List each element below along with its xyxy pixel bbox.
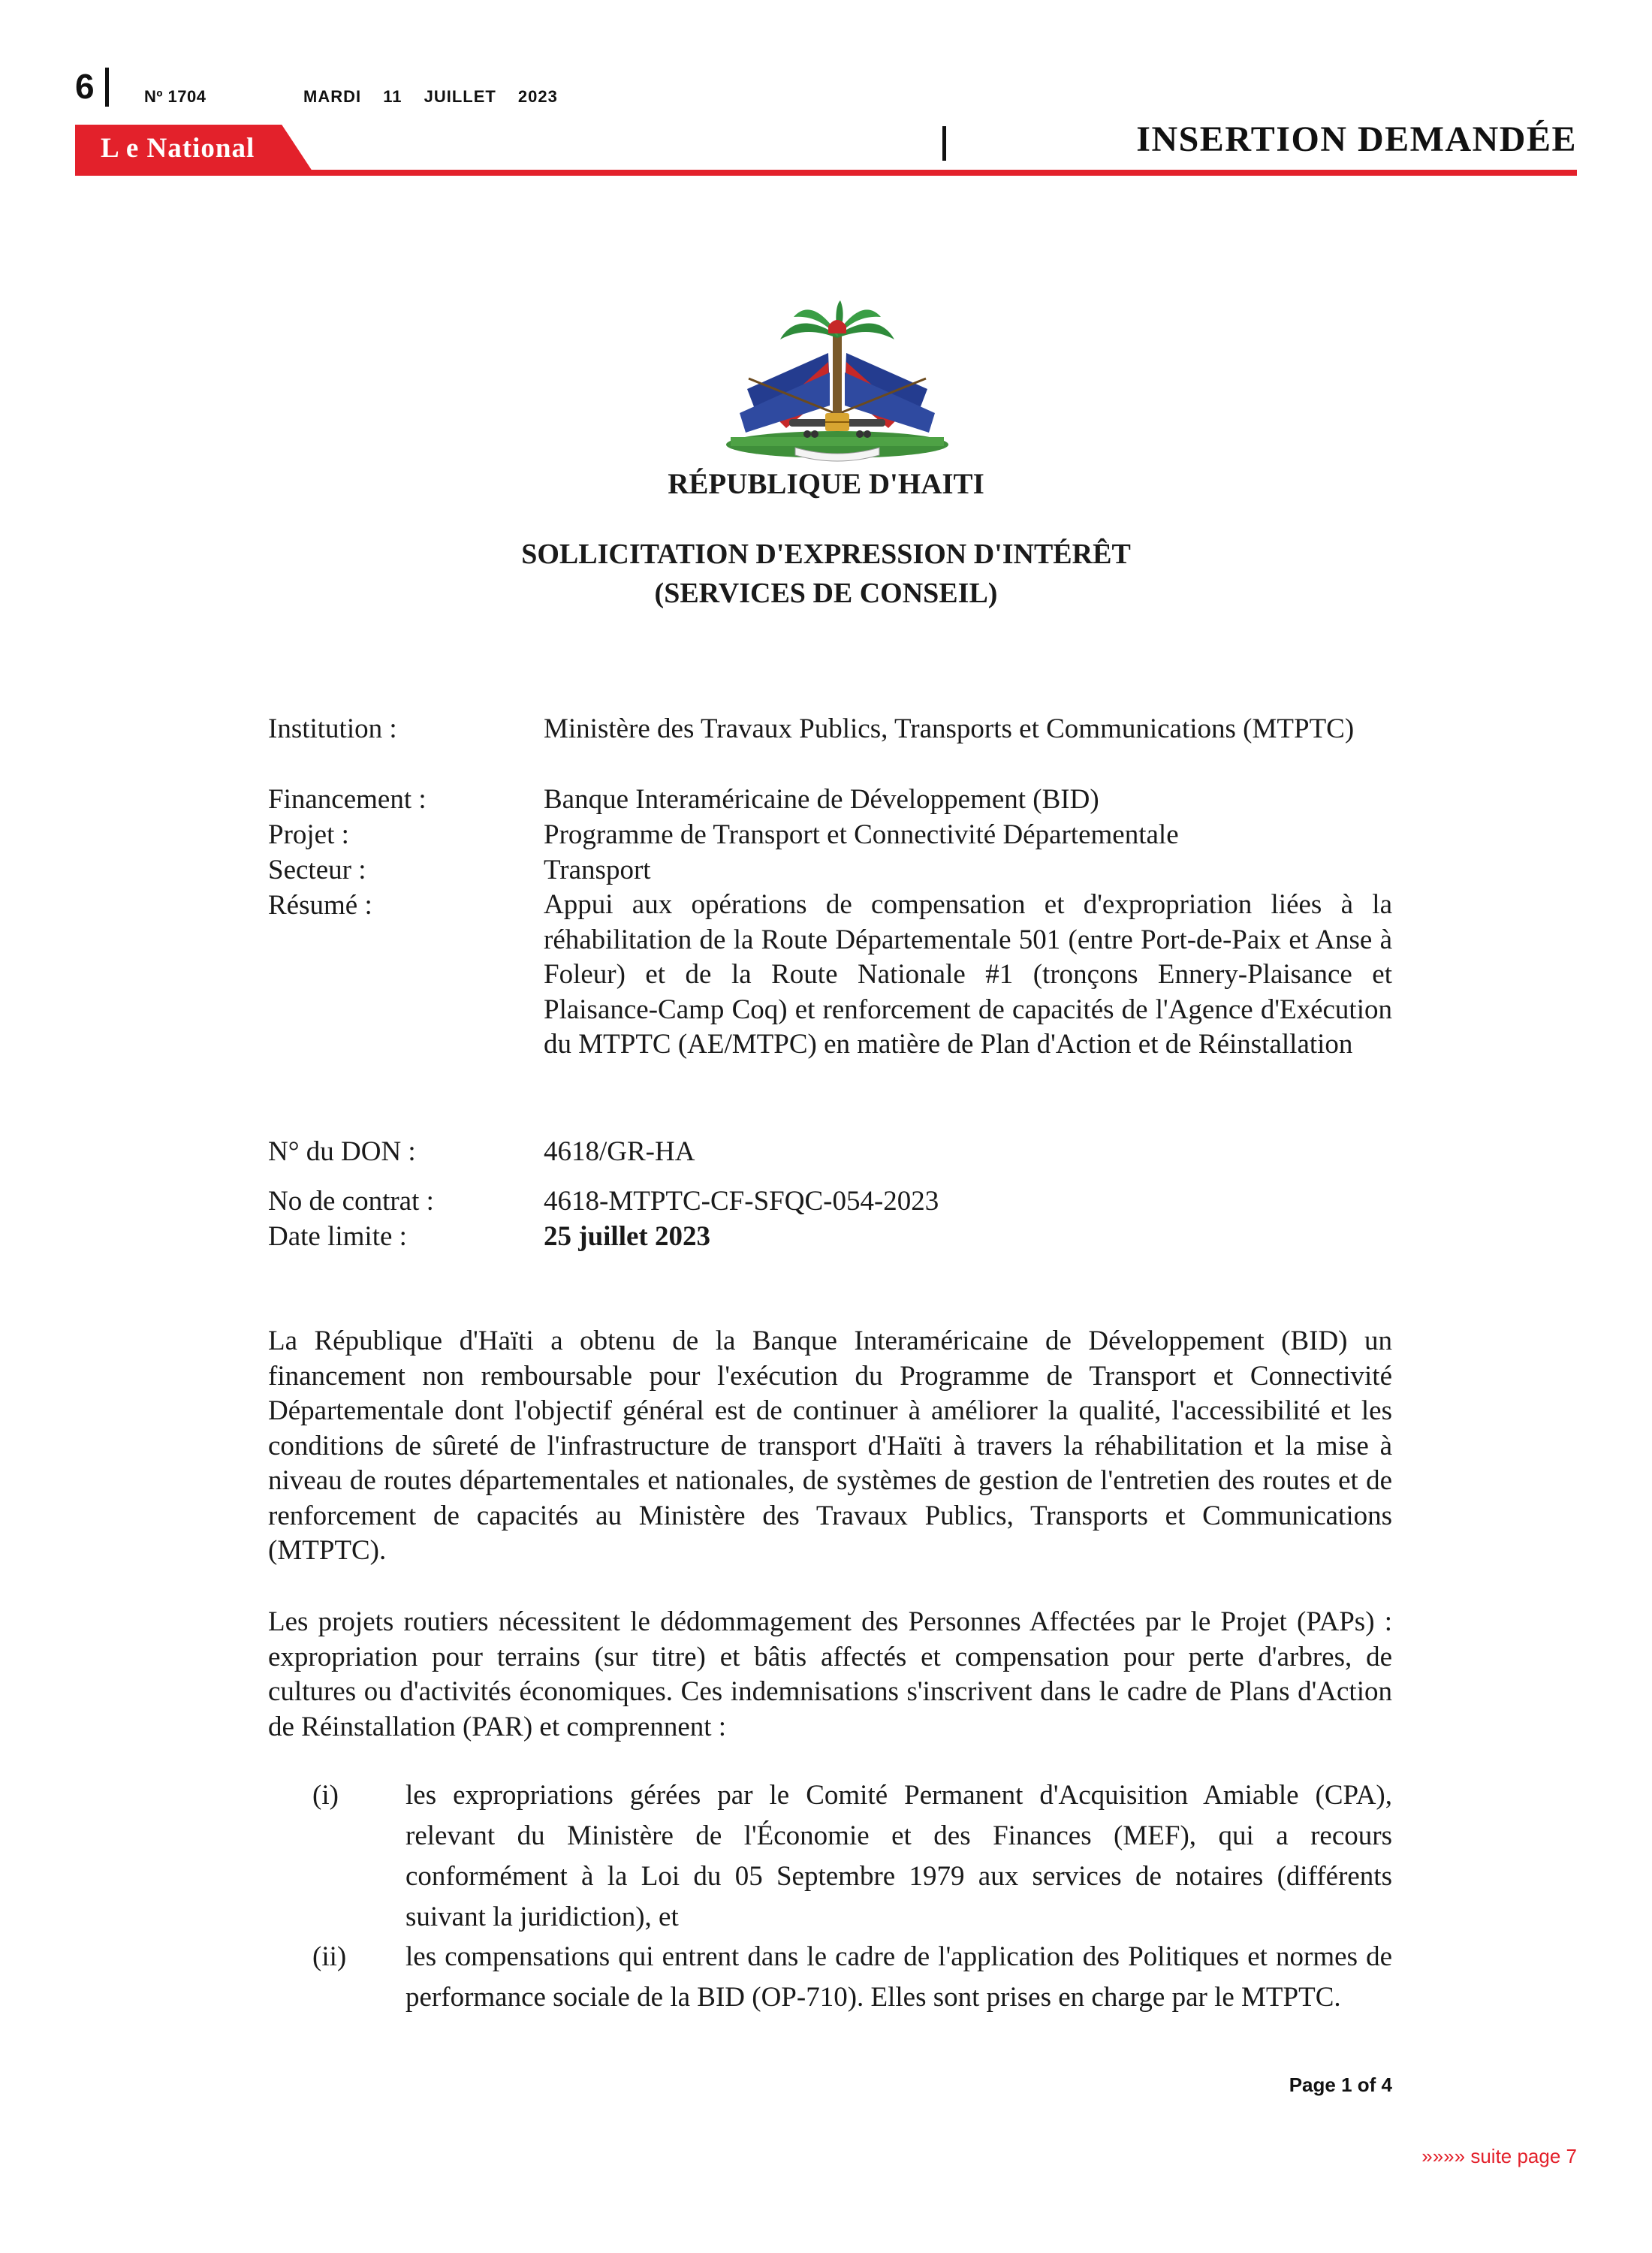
list-item: les expropriations gérées par le Comité Permanent d'Acquisition Amiable (CPA), relevant du Ministère de l'Économie et des Finances (MEF), qui a recours conformément à la Loi du 05 Septembre 1979 aux services de notaires (différents suivant la juridiction), et — [405, 1780, 1392, 1932]
projects-paragraph: Les projets routiers nécessitent le dédommagement des Personnes Affectées par le Projet (PAPs) : expropriation pour terrains (sur titre) et bâtis affectés et compensation pour perte d'arbres, de cultures ou d'activités économiques. Ces indemnisations s'inscrivent dans le cadre de Plans d'Action de Réinstallation (PAR) et comprennent : — [268, 1606, 1392, 1742]
intro-paragraph: La République d'Haïti a obtenu de la Banque Interaméricaine de Développement (BID) un financement non remboursable pour l'exécution du Programme de Transport et Connectivité Départementale dont l'objectif général est de continuer à améliorer la qualité, l'accessibilité et les conditions de sûreté de l'infrastructure de transport d'Haïti à travers la réhabilitation et la mise à niveau de routes départementales et nationales, de systèmes de gestion de l'entretien des routes et de renforcement de capacités au Ministère des Travaux Publics, Transports et Communications (MTPTC). — [268, 1326, 1392, 1566]
sector-label: Secteur : — [268, 855, 366, 885]
section-title: INSERTION DEMANDÉE — [1136, 119, 1577, 159]
haiti-coat-of-arms-icon — [717, 300, 957, 462]
page-number-divider — [105, 68, 109, 107]
institution-value: Ministère des Travaux Publics, Transports et Communications (MTPTC) — [544, 713, 1355, 744]
deadline-label: Date limite : — [268, 1221, 407, 1252]
summary-label: Résumé : — [268, 890, 372, 921]
financing-value: Banque Interaméricaine de Développement (BID) — [544, 784, 1099, 815]
financing-label: Financement : — [268, 784, 427, 815]
newspaper-name: L e National — [101, 133, 255, 164]
list-item: les compensations qui entrent dans le cadre de l'application des Politiques et normes de performance sociale de la BID (OP-710). Elles sont prises en charge par le MTPTC. — [405, 1941, 1392, 2013]
republic-title: RÉPUBLIQUE D'HAITI — [668, 468, 984, 500]
issue-number: Nº 1704 — [144, 87, 206, 106]
contract-label: No de contrat : — [268, 1186, 434, 1217]
header-rule — [75, 170, 1577, 176]
solicitation-title — [0, 535, 1652, 613]
page-number: 6 — [75, 67, 95, 106]
header-divider — [942, 126, 946, 161]
project-label: Projet : — [268, 819, 349, 850]
institution-label: Institution : — [268, 713, 397, 744]
continued-link[interactable]: »»»» suite page 7 — [1421, 2145, 1577, 2167]
grant-value: 4618/GR-HA — [544, 1136, 695, 1167]
issue-date: MARDI 11 JUILLET 2023 — [303, 87, 558, 106]
page-counter: Page 1 of 4 — [1289, 2074, 1392, 2096]
grant-label: N° du DON : — [268, 1136, 416, 1167]
sector-value: Transport — [544, 855, 651, 885]
contract-value: 4618-MTPTC-CF-SFQC-054-2023 — [544, 1186, 939, 1217]
project-value: Programme de Transport et Connectivité Départementale — [544, 819, 1179, 850]
services-subheading: (SERVICES DE CONSEIL) — [654, 578, 998, 609]
list-item-number: (ii) — [312, 1941, 347, 1972]
list-item-number: (i) — [312, 1780, 339, 1811]
solicitation-heading: SOLLICITATION D'EXPRESSION D'INTÉRÊT — [521, 538, 1131, 570]
summary-value: Appui aux opérations de compensation et d'expropriation liées à la réhabilitation de la Route Départementale 501 (entre Port-de-Paix et Anse à Foleur) et de la Route Nationale #1 (tronçons Ennery-Plaisance et Plaisance-Camp Coq) et renforcement de capacités de l'Agence d'Exécution du MTPTC (AE/MTPC) en matière de Plan d'Action et de Réinstallation — [544, 889, 1392, 1060]
deadline-value: 25 juillet 2023 — [544, 1221, 710, 1252]
